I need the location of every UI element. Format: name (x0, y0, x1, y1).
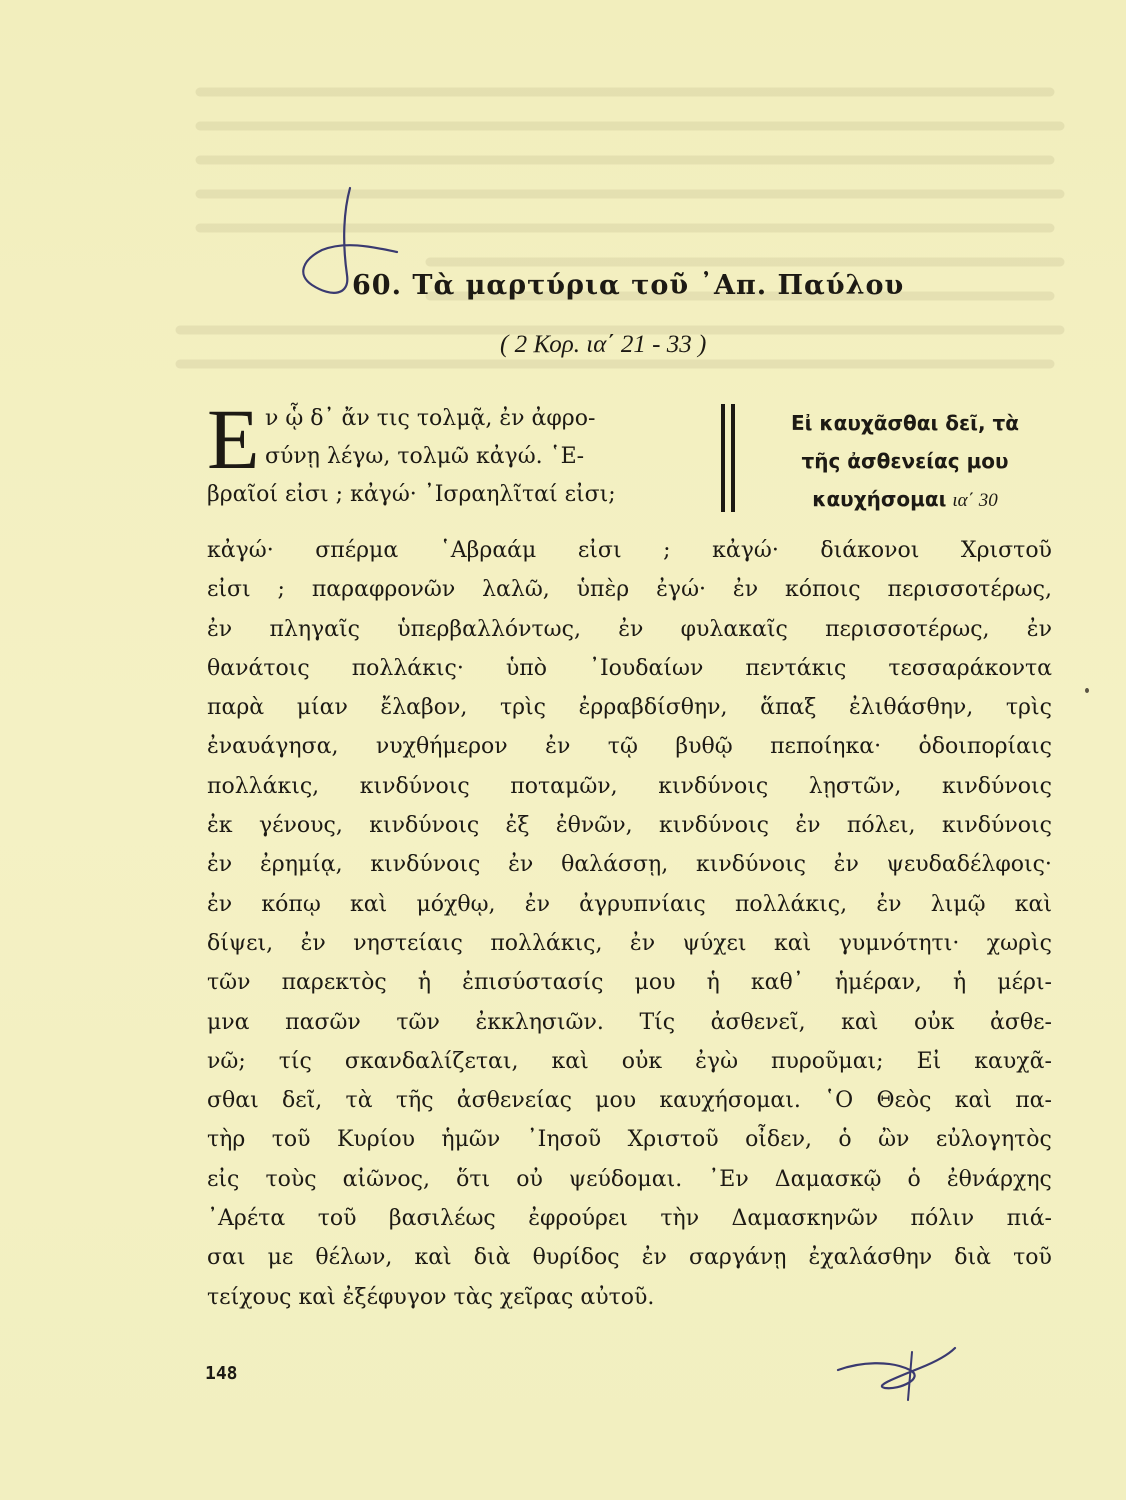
text-line: τὴρ τοῦ Κυρίου ἡμῶν ᾿Ιησοῦ Χριστοῦ οἶδεν, ὁ ὢν εὐλογητὸς (207, 1127, 1052, 1153)
text-line: εἰσι ; παραφρονῶν λαλῶ, ὑπὲρ ἐγώ· ἐν κόποις περισσοτέρως, (207, 577, 1052, 603)
scripture-reference: ( 2 Κορ. ια΄ 21 - 33 ) (500, 331, 707, 358)
margin-note (750, 404, 1060, 520)
drop-cap: Ε (207, 391, 260, 487)
margin-note-line (750, 480, 1060, 520)
margin-note-line: Εἰ καυχᾶσθαι δεῖ, τὰ (790, 411, 1020, 435)
pencil-tick-icon (830, 1340, 960, 1410)
page-speck (1085, 688, 1089, 693)
divider (721, 404, 725, 512)
text-line: τῶν παρεκτὸς ἡ ἐπισύστασίς μου ἡ καθ᾿ ἡμέραν, ἡ μέρι- (207, 970, 1052, 996)
text-line: ἐν πληγαῖς ὑπερβαλλόντως, ἐν φυλακαῖς περισσοτέρως, ἐν (207, 616, 1052, 642)
text-line: σαι με θέλων, καὶ διὰ θυρίδος ἐν σαργάνῃ ἐχαλάσθην διὰ τοῦ (207, 1245, 1052, 1271)
text-line: ἐναυάγησα, νυχθήμερον ἐν τῷ βυθῷ πεποίηκα· ὁδοιπορίαις (207, 734, 1052, 760)
text-line: τείχους καὶ ἐξέφυγον τὰς χεῖρας αὐτοῦ. (207, 1284, 655, 1310)
margin-note-ref: ια΄ 30 (952, 490, 998, 511)
opening-line: βραῖοί εἰσι ; κἀγώ· ᾿Ισραηλῖταί εἰσι; (207, 482, 616, 507)
opening-lines (207, 400, 616, 514)
margin-note-text: καυχήσομαι (812, 487, 947, 511)
text-line: σθαι δεῖ, τὰ τῆς ἀσθενείας μου καυχήσομαι. ῾Ο Θεὸς καὶ πα- (207, 1088, 1052, 1114)
text-line: παρὰ μίαν ἔλαβον, τρὶς ἐρραβδίσθην, ἅπαξ ἐλιθάσθην, τρὶς (207, 695, 1052, 721)
page-number: 148 (205, 1363, 238, 1384)
text-line: ἐν κόπῳ καὶ μόχθῳ, ἐν ἀγρυπνίαις πολλάκις, ἐν λιμῷ καὶ (207, 891, 1052, 917)
divider (731, 404, 735, 512)
text-line: κἀγώ· σπέρμα ῾Αβραάμ εἰσι ; κἀγώ· διάκονοι Χριστοῦ (207, 538, 1052, 563)
text-line: εἰς τοὺς αἰῶνος, ὅτι οὐ ψεύδομαι. ᾿Εν Δαμασκῷ ὁ ἐθνάρχης (207, 1166, 1052, 1192)
text-line: θανάτοις πολλάκις· ὑπὸ ᾿Ιουδαίων πεντάκις τεσσαράκοντα (207, 655, 1052, 681)
text-line: ἐκ γένους, κινδύνοις ἐξ ἐθνῶν, κινδύνοις ἐν πόλει, κινδύνοις (207, 813, 1052, 839)
opening-line: ν ᾧ δ᾿ ἄν τις τολμᾷ, ἐν ἀφρο- (265, 406, 596, 431)
text-line: πολλάκις, κινδύνοις ποταμῶν, κινδύνοις λῃστῶν, κινδύνοις (207, 773, 1052, 799)
text-line: νῶ; τίς σκανδαλίζεται, καὶ οὐκ ἐγὼ πυροῦμαι; Εἰ καυχᾶ- (207, 1048, 1052, 1074)
body-text (207, 531, 1052, 1317)
margin-note-line: τῆς ἀσθενείας μου (801, 449, 1009, 473)
text-line: ᾿Αρέτα τοῦ βασιλέως ἐφρούρει τὴν Δαμασκηνῶν πόλιν πιά- (207, 1206, 1052, 1232)
text-line: ἐν ἐρημίᾳ, κινδύνοις ἐν θαλάσσῃ, κινδύνοις ἐν ψευδαδέλφοις· (207, 852, 1052, 878)
section-title: 60. Τὰ μαρτύρια τοῦ ᾿Απ. Παύλου (352, 270, 905, 301)
text-line: μνα πασῶν τῶν ἐκκλησιῶν. Τίς ἀσθενεῖ, καὶ οὐκ ἀσθε- (207, 1009, 1052, 1035)
opening-line: σύνῃ λέγω, τολμῶ κἀγώ. ῾Ε- (265, 444, 585, 469)
text-line: δίψει, ἐν νηστείαις πολλάκις, ἐν ψύχει καὶ γυμνότητι· χωρὶς (207, 930, 1052, 956)
